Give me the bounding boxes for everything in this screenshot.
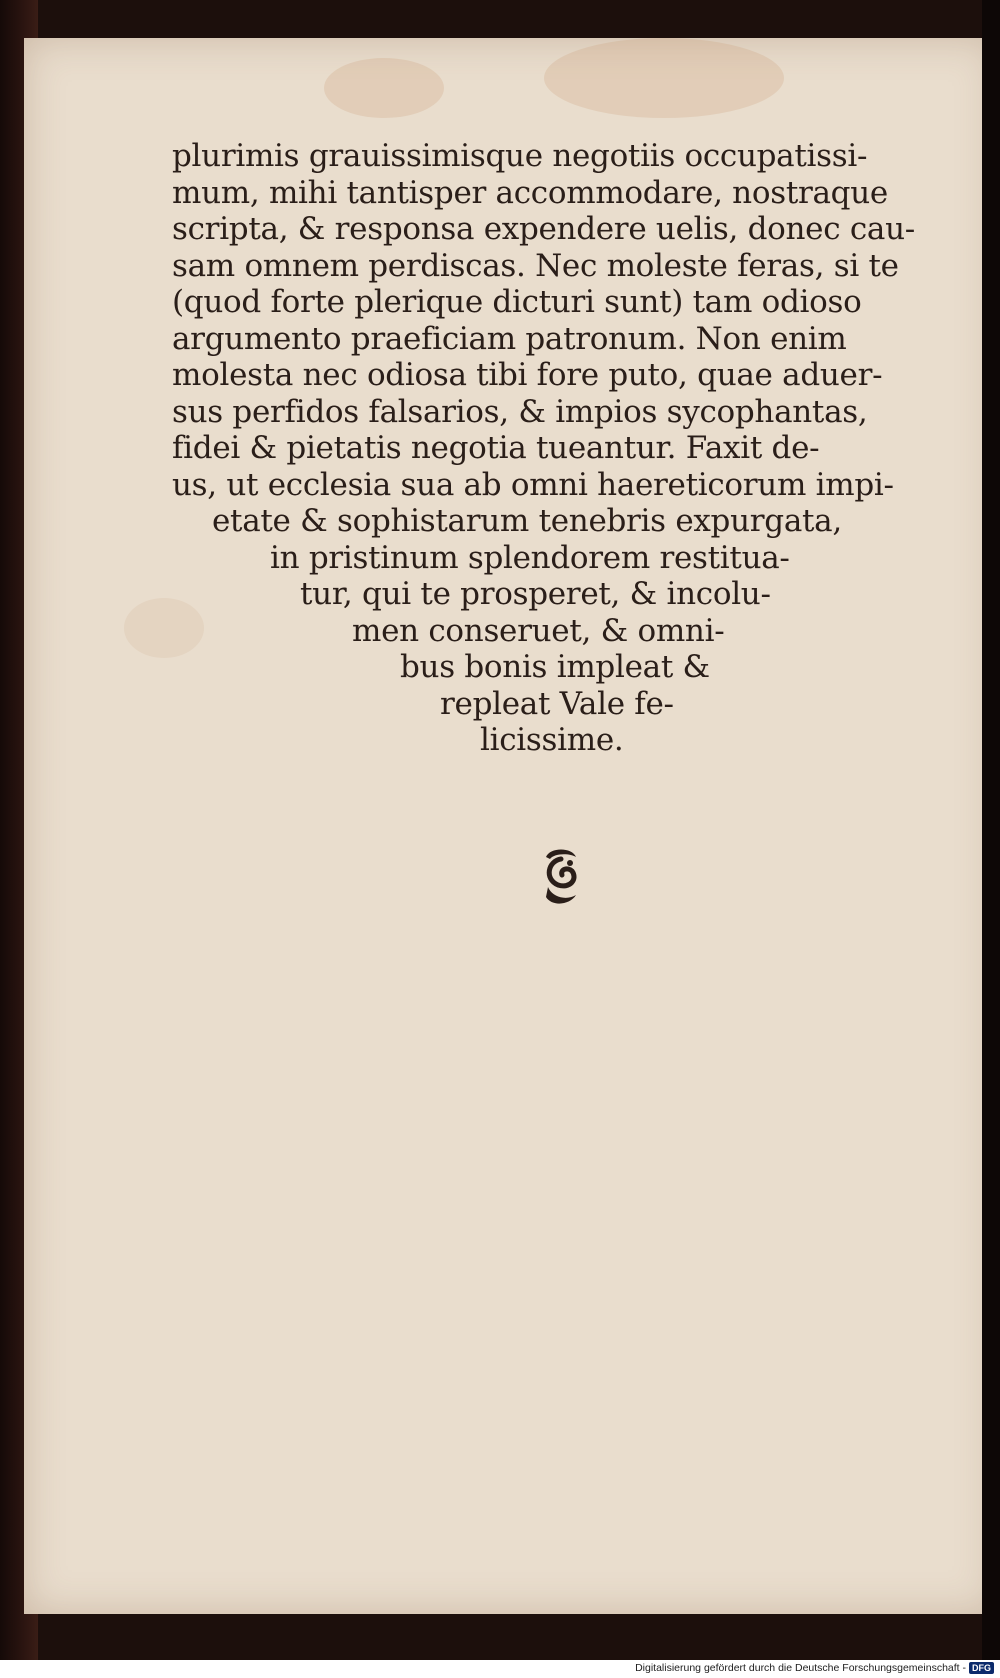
text-line: scripta, & responsa expendere uelis, donec cau- [172, 211, 915, 247]
text-line: men conseruet, & omni- [352, 612, 725, 649]
digitization-footer [635, 1660, 994, 1676]
text-line: repleat Vale fe- [440, 685, 674, 722]
text-line: us, ut ecclesia sua ab omni haereticorum impi- [172, 466, 894, 503]
text-line: (quod forte plerique dicturi sunt) tam odioso [172, 284, 862, 320]
text-line: fidei & pietatis negotia tueantur. Faxit de- [172, 430, 820, 466]
text-line: sus perfidos falsarios, & impios sycophantas, [172, 393, 868, 430]
body-text [172, 138, 915, 759]
text-line: argumento praeficiam patronum. Non enim [172, 320, 847, 357]
text-line: plurimis grauissimisque negotiis occupatissi- [172, 138, 868, 174]
paper-stain [544, 38, 784, 118]
text-line: mum, mihi tantisper accommodare, nostraque [172, 174, 888, 211]
text-line: sam omnem perdiscas. Nec moleste feras, si te [172, 247, 899, 284]
text-line: molesta nec odiosa tibi fore puto, quae aduer- [172, 357, 883, 393]
dfg-logo-badge: DFG [969, 1662, 994, 1674]
book-cover-right [982, 0, 1000, 1660]
text-line: bus bonis impleat & [400, 649, 710, 685]
text-line: tur, qui te prosperet, & incolu- [300, 576, 771, 612]
text-line: etate & sophistarum tenebris expurgata, [212, 503, 842, 539]
text-line: in pristinum splendorem restitua- [270, 539, 790, 576]
fleuron-ornament-icon [540, 845, 582, 909]
text-line: licissime. [480, 722, 624, 758]
paper-stain [324, 58, 444, 118]
footer-text: Digitalisierung gefördert durch die Deutsche Forschungsgemeinschaft - [635, 1662, 966, 1674]
